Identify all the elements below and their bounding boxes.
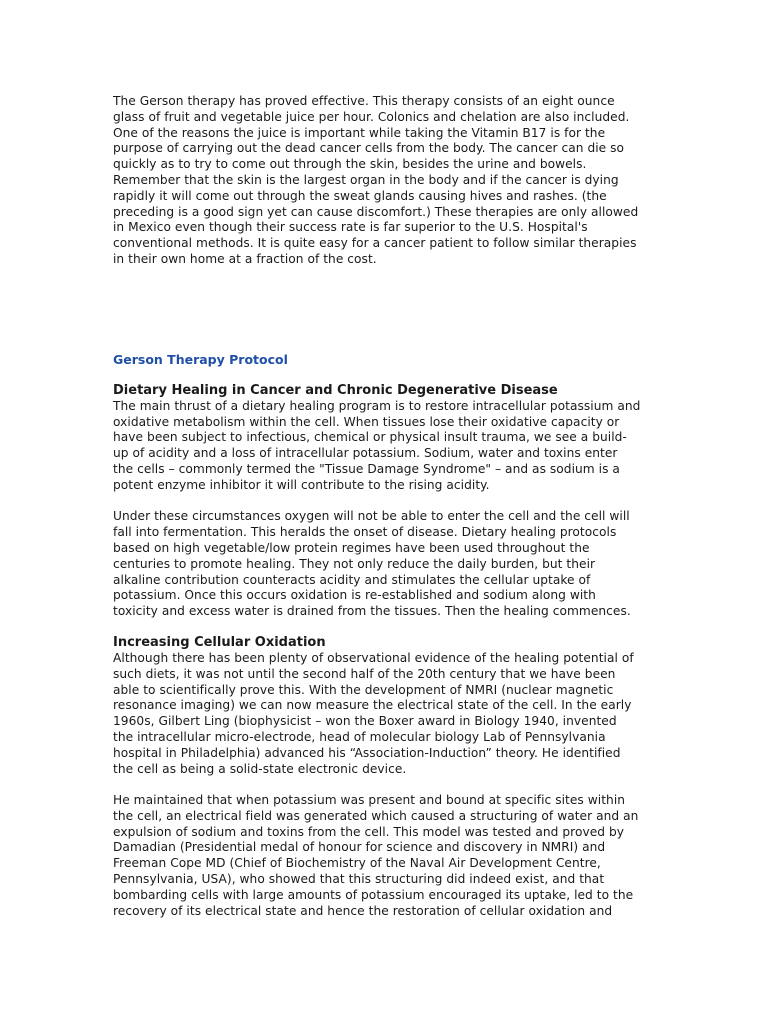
blank-spacer <box>113 268 661 352</box>
section-heading-dietary-healing: Dietary Healing in Cancer and Chronic Degenerative Disease <box>113 382 558 398</box>
protocol-title: Gerson Therapy Protocol <box>113 351 288 367</box>
cellular-oxidation-paragraph-1: Although there has been plenty of observational evidence of the healing potential of such diets, it was not until the second half of the 20th century that we have been able to scientifically prove this. With the development of NMRI (nuclear magnetic resonance imaging) we can now measure the electrical state of the cell. In the early 1960s, Gilbert Ling (biophysicist – won the Boxer award in Biology 1940, invented the intracellular micro-electrode, head of molecular biology Lab of Pennsylvania hospital in Philadelphia) advanced his “Association-Induction” theory. He identified the cell as being a solid-state electronic device. <box>113 650 634 776</box>
cellular-oxidation-paragraph-2: He maintained that when potassium was present and bound at specific sites within the cell, an electrical field was generated which caused a structuring of water and an expulsion of sodium and toxins from the cell. This model was tested and proved by Damadian (Presidential medal of honour for science and discovery in NMRI) and Freeman Cope MD (Chief of Biochemistry of the Naval Air Development Centre, Pennsylvania, USA), who showed that this structuring did indeed exist, and that bombarding cells with large amounts of potassium encouraged its uptake, led to the recovery of its electrical state and hence the restoration of cellular oxidation and <box>113 793 639 918</box>
section-heading-cellular-oxidation: Increasing Cellular Oxidation <box>113 634 326 650</box>
intro-paragraph: The Gerson therapy has proved effective. This therapy consists of an eight ounce glass of fruit and vegetable juice per hour. Colonics and chelation are also included. One of the reasons the juice is important while taking the Vitamin B17 is for the purpose of carrying out the dead cancer cells from the body. The cancer can die so quickly as to try to come out through the skin, besides the urine and bowels. Remember that the skin is the largest organ in the body and if the cancer is dying rapidly it will come out through the sweat glands causing hives and rashes. (the preceding is a good sign yet can cause discomfort.) These therapies are only allowed in Mexico even though their success rate is far superior to the U.S. Hospital's conventional methods. It is quite easy for a cancer patient to follow similar therapies in their own home at a fraction of the cost. <box>113 94 639 266</box>
dietary-healing-paragraph-1: The main thrust of a dietary healing program is to restore intracellular potassium and oxidative metabolism within the cell. When tissues lose their oxidative capacity or have been subject to infectious, chemical or physical insult trauma, we see a build- up of acidity and a loss of intracellular potassium. Sodium, water and toxins enter the cells – commonly termed the "Tissue Damage Syndrome" – and as sodium is a potent enzyme inhibitor it will contribute to the rising acidity. <box>113 398 641 492</box>
document-page <box>113 94 661 919</box>
dietary-healing-paragraph-2: Under these circumstances oxygen will not be able to enter the cell and the cell will fall into fermentation. This heralds the onset of disease. Dietary healing protocols based on high vegetable/low protein regimes have been used throughout the centuries to promote healing. They not only reduce the daily burden, but their alkaline contribution counteracts acidity and stimulates the cellular uptake of potassium. Once this occurs oxidation is re-established and sodium along with toxicity and excess water is drained from the tissues. Then the healing commences. <box>113 509 631 619</box>
